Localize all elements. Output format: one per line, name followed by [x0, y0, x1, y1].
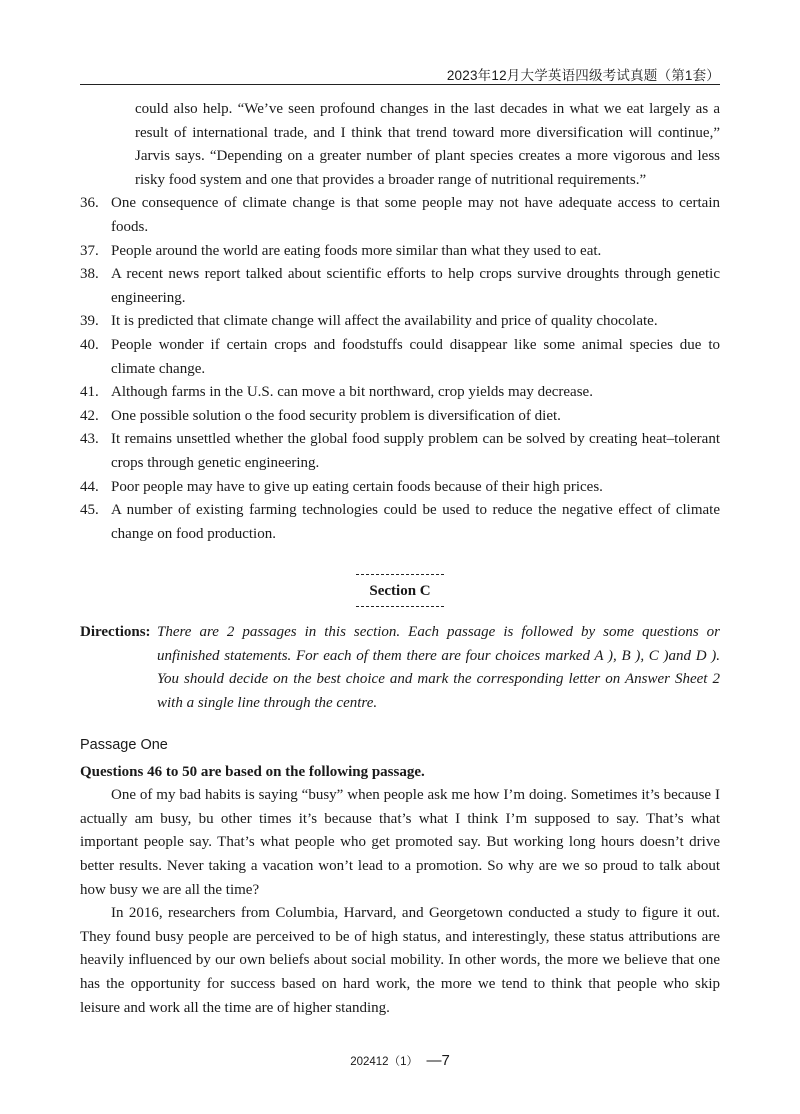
statement-number: 44.: [80, 478, 99, 495]
statement-number: 38.: [80, 266, 99, 283]
statement-list: [80, 192, 720, 546]
header-title: 2023年12月大学英语四级考试真题（第1套）: [446, 68, 720, 83]
passage-title: Passage One: [80, 736, 168, 753]
directions-block: [80, 621, 720, 715]
statement-text: A number of existing farming technologies could be used to reduce the negative effect of climate change on food production.: [111, 502, 720, 542]
statement-number: 45.: [80, 502, 99, 519]
page-number: —7: [426, 1052, 450, 1069]
page-footer: [0, 1052, 800, 1070]
statement-number: 41.: [80, 384, 99, 401]
statement-number: 40.: [80, 336, 99, 353]
statement-item: [80, 405, 720, 429]
page-content: [80, 98, 720, 1020]
directions-text: There are 2 passages in this section. Each passage is followed by some questions or unfinished statements. For each of them there are four choices marked A ), B ), C )and D ). You should decide on the best choice and mark the corresponding letter on Answer Sheet 2 with a single line through the centre.: [157, 624, 720, 712]
footer-code: 202412（1）: [350, 1056, 418, 1068]
statement-text: People wonder if certain crops and foodstuffs could disappear like some animal species due to climate change.: [111, 336, 720, 377]
statement-item: [80, 310, 720, 334]
statement-number: 39.: [80, 313, 99, 330]
statement-number: 37.: [80, 242, 99, 259]
questions-heading: Questions 46 to 50 are based on the following passage.: [80, 763, 425, 780]
page-header: [80, 62, 720, 85]
section-heading: [80, 572, 720, 618]
statement-number: 42.: [80, 407, 99, 424]
statement-item: [80, 192, 720, 239]
statement-item: [80, 381, 720, 405]
passage-paragraph: In 2016, researchers from Columbia, Harvard, and Georgetown conducted a study to figure it out. They found busy people are perceived to be of high status, and interestingly, these status attributions are heavily influenced by our own beliefs about social mobility. In other words, the more we believe that one has the opportunity for success based on hard work, the more we tend to think that people who skip leisure and work all the time are of higher standing.: [80, 905, 720, 1016]
statement-item: [80, 263, 720, 310]
continued-paragraph: could also help. “We’ve seen profound changes in the last decades in what we eat largely as a result of international trade, and I think that trend toward more diversification will continue,” Jarvis says. “Depending on a greater number of plant species creates a more vigorous and less risky food system and one that provides a broader range of nutritional requirements.”: [135, 101, 720, 188]
statement-number: 36.: [80, 195, 99, 212]
statement-item: [80, 428, 720, 475]
statement-item: [80, 476, 720, 500]
statement-item: [80, 240, 720, 264]
section-label: Section C: [369, 583, 431, 600]
passage-paragraph: One of my bad habits is saying “busy” when people ask me how I’m doing. Sometimes it’s because I actually am busy, bu other times it’s because that’s what I think I’m supposed to say. That’s what important people say. That’s what people who get promoted say. But working long hours doesn’t drive better results. Never taking a vacation won’t lead to a promotion. So why are we so proud to talk about how busy we are all the time?: [80, 787, 720, 898]
statement-text: Poor people may have to give up eating certain foods because of their high prices.: [111, 478, 603, 495]
statement-text: It remains unsettled whether the global food supply problem can be solved by creating heat–tolerant crops through genetic engineering.: [111, 431, 720, 471]
statement-item: [80, 499, 720, 546]
statement-number: 43.: [80, 431, 99, 448]
directions-label: Directions:: [80, 624, 151, 641]
statement-text: People around the world are eating foods more similar than what they used to eat.: [111, 242, 602, 259]
statement-text: Although farms in the U.S. can move a bit northward, crop yields may decrease.: [111, 384, 593, 401]
section-dashed-box: [356, 572, 444, 609]
statement-text: A recent news report talked about scientific efforts to help crops survive droughts through genetic engineering.: [111, 266, 720, 306]
statement-text: One possible solution o the food security problem is diversification of diet.: [111, 407, 561, 424]
statement-text: It is predicted that climate change will affect the availability and price of quality chocolate.: [111, 313, 658, 330]
statement-item: [80, 334, 720, 381]
statement-text: One consequence of climate change is that some people may not have adequate access to certain foods.: [111, 195, 720, 235]
